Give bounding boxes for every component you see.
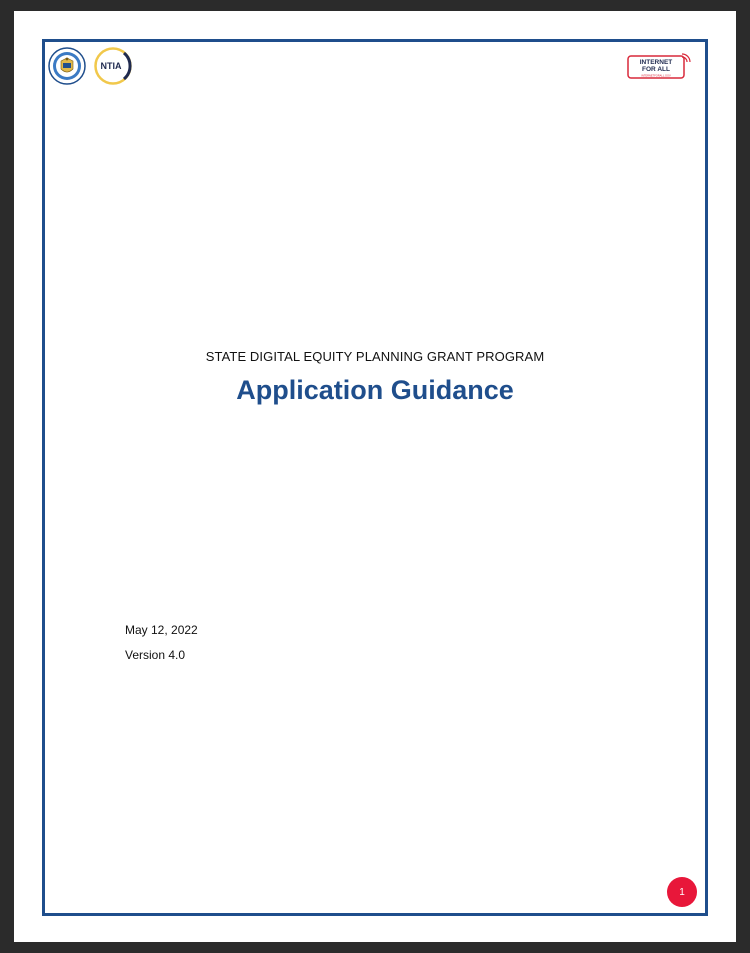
ifa-line2: FOR ALL: [642, 66, 670, 73]
internet-for-all-logo: [626, 52, 692, 82]
program-title: STATE DIGITAL EQUITY PLANNING GRANT PROGRAM: [205, 349, 545, 364]
document-date: May 12, 2022: [125, 623, 198, 637]
ntia-logo-label: NTIA: [100, 61, 122, 71]
page-number-badge[interactable]: 1: [667, 877, 697, 907]
ifa-line1: INTERNET: [639, 59, 673, 66]
ntia-logo: [94, 47, 134, 85]
page-border-frame: [42, 39, 708, 916]
commerce-seal-logo: [48, 47, 86, 85]
document-page: [14, 11, 736, 942]
ifa-line3: INTERNETFORALL.GOV: [641, 74, 671, 78]
document-title: Application Guidance: [236, 375, 514, 405]
document-version: Version 4.0: [125, 648, 186, 662]
